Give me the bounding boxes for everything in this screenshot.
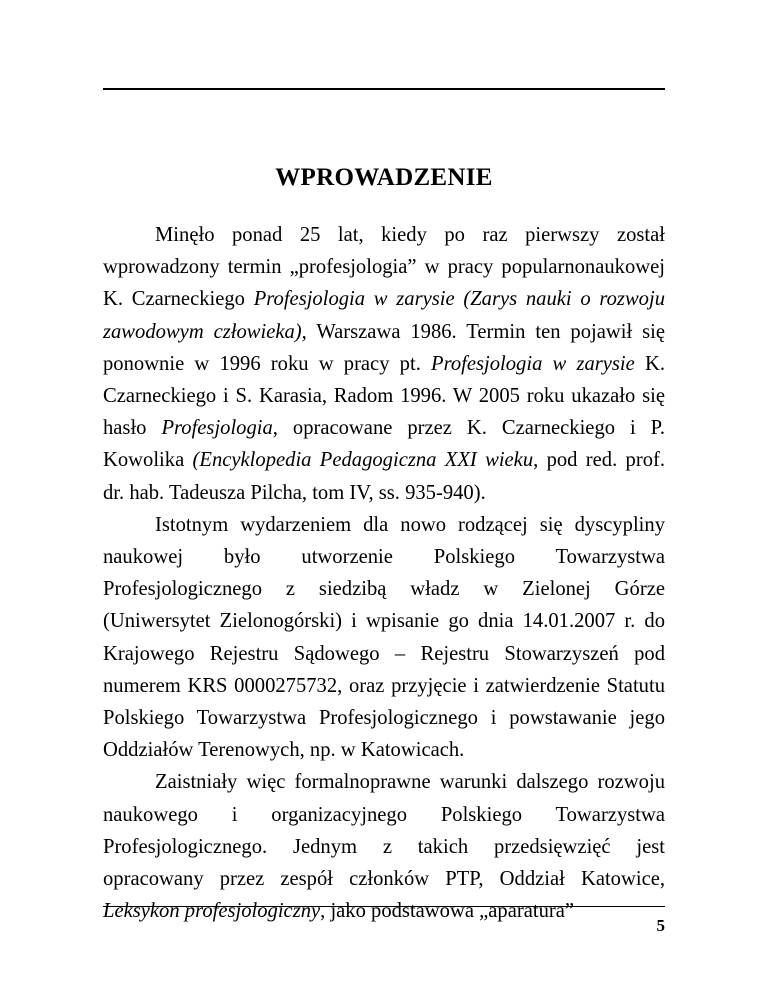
text-run: , opracowane przez K. Czarneckiego i P. Kowolika: [103, 417, 665, 472]
text-run: Minęło ponad 25 lat, kiedy po raz pierwszy został wprowadzony termin „profesjologia” w pracy popularnonaukowej K. Czarneckiego: [103, 224, 665, 311]
body-text: [103, 219, 665, 927]
italic-text-run: Profesjologia w zarysie (Zarys nauki o rozwoju zawodowym człowieka): [103, 288, 665, 343]
italic-text-run: (Encyklopedia Pedagogiczna XXI wieku: [192, 449, 534, 472]
text-run: , pod red. prof. dr. hab. Tadeusza Pilcha, tom IV, ss. 935-940).: [103, 449, 665, 504]
page-number: 5: [656, 916, 665, 935]
paragraph-2: [103, 509, 665, 767]
text-run: , jako podstawowa „aparatura”: [320, 900, 575, 923]
text-run: Zaistniały więc formalnoprawne warunki dalszego rozwoju naukowego i organizacyjnego Polskiego Towarzystwa Profesjologicznego. Jednym z takich przedsięwzięć jest opracowany przez zespół członków PTP, Oddział Katowice,: [103, 771, 665, 891]
italic-text-run: Profesjologia: [161, 417, 273, 440]
page-title: WPROWADZENIE: [275, 164, 493, 191]
footer-rule: [103, 906, 665, 907]
text-run: Istotnym wydarzeniem dla nowo rodzącej się dyscypliny naukowej było utworzenie Polskiego Towarzystwa Profesjologicznego z siedzibą władz w Zielonej Górze (Uniwersytet Zielonogórski) i wpisanie go dnia 14.01.2007 r. do Krajowego Rejestru Sądowego – Rejestru Stowarzyszeń pod numerem KRS 0000275732, oraz przyjęcie i zatwierdzenie Statutu Polskiego Towarzystwa Profesjologicznego i powstawanie jego Oddziałów Terenowych, np. w Katowicach.: [103, 513, 665, 762]
paragraph-3: [103, 766, 665, 927]
text-run: K. Czarneckiego i S. Karasia, Radom 1996. W 2005 roku ukazało się hasło: [103, 352, 665, 440]
text-run: , Warszawa 1986. Termin ten pojawił się ponownie w 1996 roku w pracy pt.: [103, 320, 665, 375]
paragraph-1: [103, 219, 665, 509]
italic-text-run: Profesjologia w zarysie: [431, 352, 635, 375]
header-rule: [103, 88, 665, 90]
italic-text-run: Leksykon profesjologiczny: [103, 900, 321, 923]
